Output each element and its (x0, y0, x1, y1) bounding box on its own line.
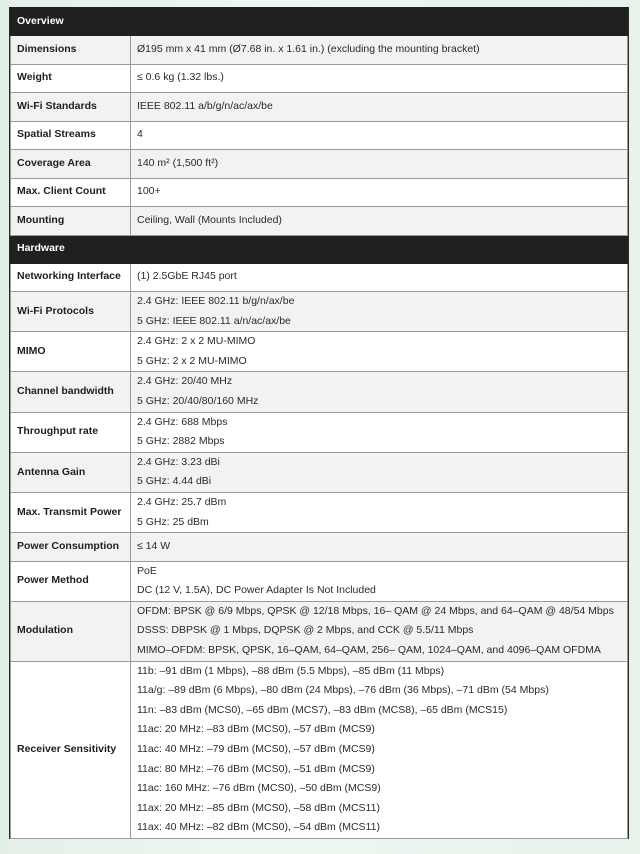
spec-row (11, 561, 628, 601)
spec-label: Receiver Sensitivity (11, 661, 131, 838)
spec-row (11, 178, 628, 207)
spec-label: Max. Client Count (11, 178, 131, 207)
spec-row (11, 452, 628, 492)
spec-value-line: 11a/g: –89 dBm (6 Mbps), –80 dBm (24 Mbps), –76 dBm (36 Mbps), –71 dBm (54 Mbps) (137, 684, 549, 697)
spec-row (11, 64, 628, 93)
spec-value-line: 5 GHz: 4.44 dBi (137, 475, 212, 488)
section-title: Hardware (11, 235, 628, 263)
spec-value (131, 332, 628, 372)
spec-value-line: 2.4 GHz: IEEE 802.11 b/g/n/ax/be (137, 295, 295, 307)
spec-value-line: 2.4 GHz: 25.7 dBm (137, 495, 227, 508)
spec-value-line: OFDM: BPSK @ 6/9 Mbps, QPSK @ 12/18 Mbps, 16– QAM @ 24 Mbps, and 64–QAM @ 48/54 Mbps (137, 604, 614, 617)
spec-value-line: PoE (137, 564, 157, 577)
spec-value-line: 11ax: 20 MHz: –85 dBm (MCS0), –58 dBm (MCS11) (137, 801, 380, 814)
section-title: Overview (11, 8, 628, 36)
spec-value (131, 292, 628, 332)
spec-value-line: MIMO–OFDM: BPSK, QPSK, 16–QAM, 64–QAM, 256– QAM, 1024–QAM, and 4096–QAM OFDMA (137, 644, 601, 656)
spec-label: MIMO (11, 332, 131, 372)
spec-value (131, 412, 628, 452)
spec-label: Coverage Area (11, 150, 131, 179)
spec-table (10, 7, 628, 839)
spec-value (131, 207, 628, 236)
spec-row (11, 332, 628, 372)
spec-value-line: DSSS: DBPSK @ 1 Mbps, DQPSK @ 2 Mbps, and CCK @ 5.5/11 Mbps (137, 624, 474, 637)
spec-row (11, 292, 628, 332)
spec-row (11, 372, 628, 412)
spec-value-line: 5 GHz: 2882 Mbps (137, 435, 225, 448)
spec-value-line: 11ac: 40 MHz: –79 dBm (MCS0), –57 dBm (MCS9) (137, 742, 375, 755)
spec-label: Antenna Gain (11, 452, 131, 492)
spec-value (131, 492, 628, 532)
spec-row (11, 150, 628, 179)
spec-label: Channel bandwidth (11, 372, 131, 412)
spec-value (131, 150, 628, 179)
spec-value-line: 2.4 GHz: 3.23 dBi (137, 455, 220, 468)
spec-sheet (9, 7, 629, 839)
spec-row (11, 661, 628, 838)
spec-label: Wi-Fi Standards (11, 93, 131, 122)
spec-value-line: 5 GHz: 2 x 2 MU-MIMO (137, 354, 247, 367)
spec-value (131, 372, 628, 412)
spec-value-line: 5 GHz: 20/40/80/160 MHz (137, 394, 259, 407)
spec-label: Modulation (11, 601, 131, 661)
section-header-overview (11, 8, 628, 36)
spec-label: Max. Transmit Power (11, 492, 131, 532)
spec-value-line: 11ac: 80 MHz: –76 dBm (MCS0), –51 dBm (MCS9) (137, 762, 375, 775)
spec-value-line: DC (12 V, 1.5A), DC Power Adapter Is Not Included (137, 584, 376, 597)
spec-value-line: Ø195 mm x 41 mm (Ø7.68 in. x 1.61 in.) (excluding the mounting bracket) (137, 42, 480, 55)
spec-value (131, 178, 628, 207)
spec-row (11, 121, 628, 150)
spec-value-line: 140 m² (1,500 ft²) (137, 156, 219, 169)
spec-value (131, 121, 628, 150)
spec-value (131, 64, 628, 93)
spec-value-line: 5 GHz: IEEE 802.11 a/n/ac/ax/be (137, 314, 291, 327)
spec-row (11, 263, 628, 292)
spec-value-line: IEEE 802.11 a/b/g/n/ac/ax/be (137, 99, 273, 112)
spec-row (11, 412, 628, 452)
spec-value-line: 11ac: 20 MHz: –83 dBm (MCS0), –57 dBm (MCS9) (137, 723, 375, 736)
spec-value (131, 452, 628, 492)
spec-value-line: 100+ (137, 185, 161, 198)
spec-value (131, 661, 628, 838)
spec-value-line: 11n: –83 dBm (MCS0), –65 dBm (MCS7), –83 dBm (MCS8), –65 dBm (MCS15) (137, 703, 508, 716)
spec-value-line: 2.4 GHz: 20/40 MHz (137, 375, 233, 388)
spec-label: Throughput rate (11, 412, 131, 452)
spec-value-line: 4 (137, 128, 143, 141)
spec-table-body (11, 8, 628, 839)
spec-value (131, 601, 628, 661)
spec-value-line: Ceiling, Wall (Mounts Included) (137, 213, 282, 226)
spec-value-line: (1) 2.5GbE RJ45 port (137, 270, 237, 283)
spec-label: Dimensions (11, 36, 131, 65)
spec-row (11, 36, 628, 65)
spec-label: Weight (11, 64, 131, 93)
spec-value (131, 561, 628, 601)
spec-value-line: 5 GHz: 25 dBm (137, 515, 209, 528)
spec-value-line: 2.4 GHz: 688 Mbps (137, 415, 228, 428)
spec-value-line: 11b: –91 dBm (1 Mbps), –88 dBm (5.5 Mbps), –85 dBm (11 Mbps) (137, 664, 445, 677)
spec-value (131, 263, 628, 292)
spec-label: Spatial Streams (11, 121, 131, 150)
spec-value (131, 533, 628, 562)
spec-value (131, 93, 628, 122)
spec-row (11, 533, 628, 562)
spec-value-line: 11ac: 160 MHz: –76 dBm (MCS0), –50 dBm (MCS9) (137, 782, 381, 795)
spec-value-line: 11ax: 40 MHz: –82 dBm (MCS0), –54 dBm (MCS11) (137, 821, 380, 834)
spec-row (11, 93, 628, 122)
spec-value (131, 36, 628, 65)
spec-value-line: ≤ 0.6 kg (1.32 lbs.) (137, 71, 224, 84)
spec-label: Power Consumption (11, 533, 131, 562)
spec-value-line: ≤ 14 W (137, 540, 171, 553)
spec-label: Wi-Fi Protocols (11, 292, 131, 332)
spec-label: Mounting (11, 207, 131, 236)
spec-row (11, 601, 628, 661)
spec-row (11, 207, 628, 236)
spec-value-line: 2.4 GHz: 2 x 2 MU-MIMO (137, 335, 256, 348)
spec-label: Power Method (11, 561, 131, 601)
section-header-hardware (11, 235, 628, 263)
spec-row (11, 492, 628, 532)
spec-label: Networking Interface (11, 263, 131, 292)
